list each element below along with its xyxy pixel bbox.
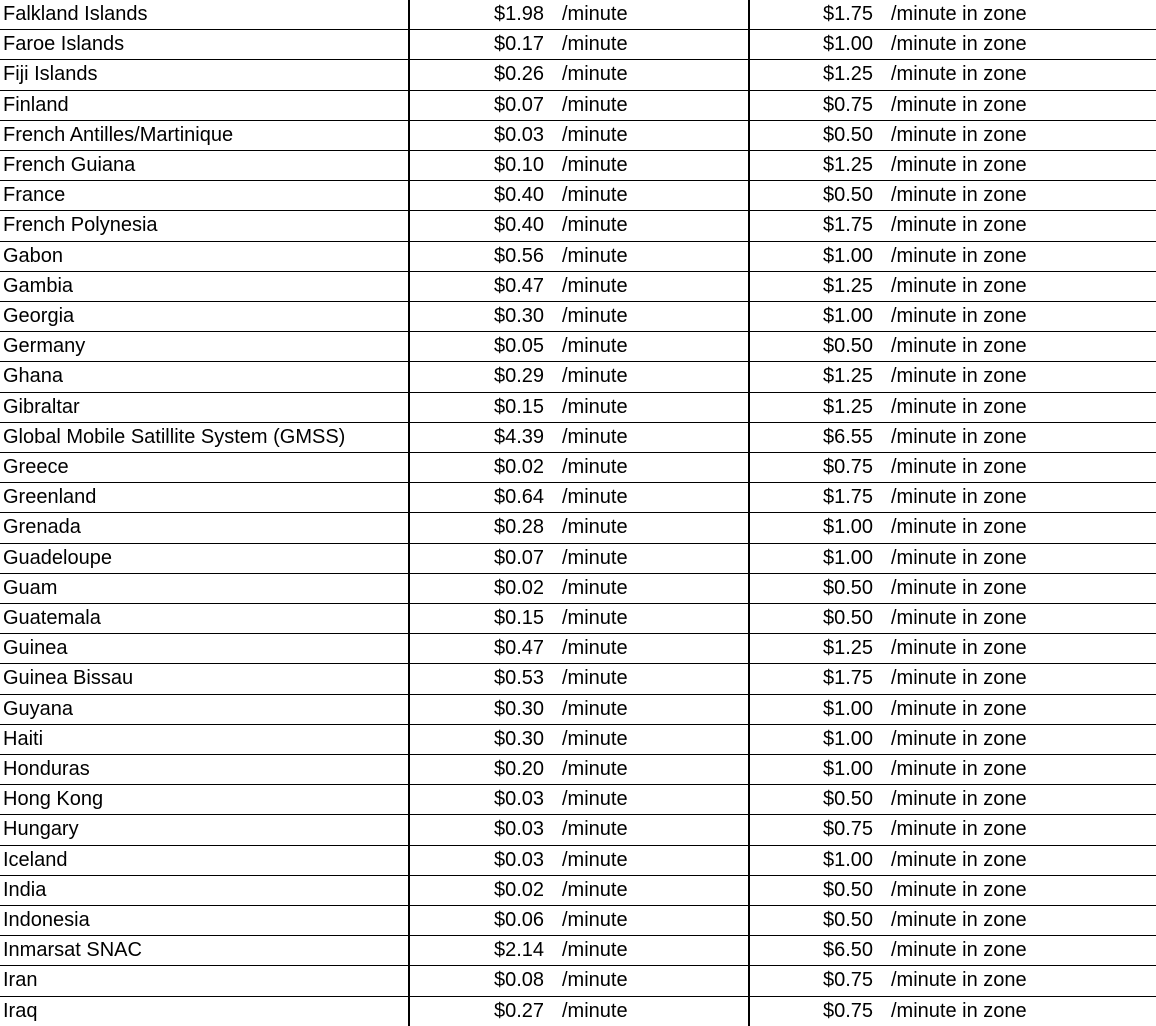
table-row — [0, 634, 1156, 664]
zone-unit-cell: /minute in zone — [891, 214, 1027, 237]
zone-rate-cell: $1.00 — [823, 727, 874, 750]
table-row — [0, 695, 1156, 725]
zone-unit-cell: /minute in zone — [891, 33, 1027, 56]
country-cell: Guinea Bissau — [3, 667, 134, 690]
zone-rate-cell: $0.75 — [823, 969, 874, 992]
rate-cell: $0.53 — [494, 667, 545, 690]
table-row — [0, 544, 1156, 574]
country-cell: Gibraltar — [3, 395, 80, 418]
rate-unit-cell: /minute — [562, 184, 628, 207]
zone-unit-cell: /minute in zone — [891, 123, 1027, 146]
rate-unit-cell: /minute — [562, 154, 628, 176]
rate-cell: $0.28 — [494, 516, 545, 539]
zone-rate-cell: $0.50 — [823, 335, 874, 358]
zone-unit-cell: /minute in zone — [891, 818, 1027, 841]
rate-unit-cell: /minute — [562, 3, 628, 25]
zone-rate-cell: $1.00 — [823, 758, 874, 780]
country-cell: Fiji Islands — [3, 63, 98, 86]
zone-unit-cell: /minute in zone — [891, 546, 1027, 569]
country-cell: Iran — [3, 969, 38, 992]
rate-unit-cell: /minute — [562, 939, 628, 962]
zone-unit-cell: /minute in zone — [891, 969, 1027, 992]
zone-rate-cell: $1.00 — [823, 697, 874, 720]
zone-rate-cell: $1.75 — [823, 214, 874, 237]
zone-unit-cell: /minute in zone — [891, 93, 1027, 116]
zone-rate-cell: $1.25 — [823, 154, 874, 176]
rate-cell: $0.17 — [494, 33, 545, 56]
rate-unit-cell: /minute — [562, 637, 628, 660]
rate-unit-cell: /minute — [562, 576, 628, 599]
rate-cell: $0.03 — [494, 848, 545, 871]
zone-rate-cell: $0.50 — [823, 909, 874, 931]
country-cell: French Guiana — [3, 154, 136, 176]
rate-cell: $0.02 — [494, 456, 545, 478]
table-row — [0, 815, 1156, 845]
zone-unit-cell: /minute in zone — [891, 274, 1027, 297]
rate-cell: $0.06 — [494, 909, 545, 931]
table-row — [0, 151, 1156, 181]
rate-unit-cell: /minute — [562, 365, 628, 388]
country-cell: Gabon — [3, 244, 64, 267]
table-row — [0, 272, 1156, 302]
country-cell: Georgia — [3, 305, 75, 327]
zone-rate-cell: $0.75 — [823, 93, 874, 116]
zone-rate-cell: $1.00 — [823, 305, 874, 327]
zone-unit-cell: /minute in zone — [891, 365, 1027, 388]
zone-rate-cell: $0.50 — [823, 878, 874, 901]
zone-unit-cell: /minute in zone — [891, 939, 1027, 962]
zone-rate-cell: $0.50 — [823, 123, 874, 146]
rate-unit-cell: /minute — [562, 878, 628, 901]
zone-unit-cell: /minute in zone — [891, 667, 1027, 690]
rate-cell: $0.30 — [494, 727, 545, 750]
country-cell: Indonesia — [3, 909, 90, 931]
rate-cell: $2.14 — [494, 939, 545, 962]
rate-cell: $0.64 — [494, 486, 545, 509]
zone-rate-cell: $1.25 — [823, 395, 874, 418]
zone-rate-cell: $1.25 — [823, 365, 874, 388]
rate-unit-cell: /minute — [562, 727, 628, 750]
rate-cell: $0.07 — [494, 546, 545, 569]
rate-unit-cell: /minute — [562, 546, 628, 569]
table-row — [0, 0, 1156, 30]
country-cell: Finland — [3, 93, 69, 116]
table-row — [0, 393, 1156, 423]
rate-unit-cell: /minute — [562, 486, 628, 509]
country-cell: Falkland Islands — [3, 3, 148, 25]
country-cell: Iraq — [3, 999, 38, 1022]
zone-rate-cell: $0.50 — [823, 576, 874, 599]
zone-unit-cell: /minute in zone — [891, 154, 1027, 176]
country-cell: Global Mobile Satillite System (GMSS) — [3, 425, 346, 448]
rate-unit-cell: /minute — [562, 456, 628, 478]
zone-unit-cell: /minute in zone — [891, 878, 1027, 901]
rate-unit-cell: /minute — [562, 788, 628, 811]
zone-unit-cell: /minute in zone — [891, 63, 1027, 86]
table-row — [0, 513, 1156, 543]
zone-rate-cell: $6.55 — [823, 425, 874, 448]
table-row — [0, 91, 1156, 121]
country-cell: Inmarsat SNAC — [3, 939, 142, 962]
zone-unit-cell: /minute in zone — [891, 848, 1027, 871]
rate-unit-cell: /minute — [562, 697, 628, 720]
country-cell: Hong Kong — [3, 788, 104, 811]
country-cell: Greenland — [3, 486, 97, 509]
table-row — [0, 755, 1156, 785]
table-row — [0, 211, 1156, 241]
rate-cell: $0.47 — [494, 637, 545, 660]
zone-rate-cell: $0.50 — [823, 184, 874, 207]
zone-unit-cell: /minute in zone — [891, 516, 1027, 539]
rate-unit-cell: /minute — [562, 274, 628, 297]
zone-unit-cell: /minute in zone — [891, 637, 1027, 660]
rate-cell: $4.39 — [494, 425, 545, 448]
table-row — [0, 60, 1156, 90]
table-row — [0, 242, 1156, 272]
table-row — [0, 362, 1156, 392]
zone-unit-cell: /minute in zone — [891, 456, 1027, 478]
rate-unit-cell: /minute — [562, 425, 628, 448]
rate-cell: $0.08 — [494, 969, 545, 992]
rate-cell: $0.29 — [494, 365, 545, 388]
table-row — [0, 423, 1156, 453]
zone-unit-cell: /minute in zone — [891, 788, 1027, 811]
zone-rate-cell: $1.25 — [823, 63, 874, 86]
rate-unit-cell: /minute — [562, 999, 628, 1022]
zone-rate-cell: $1.00 — [823, 546, 874, 569]
country-cell: French Antilles/Martinique — [3, 123, 234, 146]
country-cell: Iceland — [3, 848, 68, 871]
rate-unit-cell: /minute — [562, 335, 628, 358]
rate-cell: $0.15 — [494, 607, 545, 629]
rate-cell: $0.40 — [494, 184, 545, 207]
table-row — [0, 121, 1156, 151]
table-row — [0, 785, 1156, 815]
rate-unit-cell: /minute — [562, 244, 628, 267]
zone-unit-cell: /minute in zone — [891, 727, 1027, 750]
table-row — [0, 483, 1156, 513]
zone-unit-cell: /minute in zone — [891, 486, 1027, 509]
zone-unit-cell: /minute in zone — [891, 425, 1027, 448]
zone-unit-cell: /minute in zone — [891, 3, 1027, 25]
zone-unit-cell: /minute in zone — [891, 335, 1027, 358]
zone-unit-cell: /minute in zone — [891, 395, 1027, 418]
rate-unit-cell: /minute — [562, 758, 628, 780]
zone-unit-cell: /minute in zone — [891, 184, 1027, 207]
rate-unit-cell: /minute — [562, 607, 628, 629]
country-cell: Guyana — [3, 697, 74, 720]
zone-rate-cell: $1.75 — [823, 667, 874, 690]
table-row — [0, 574, 1156, 604]
country-cell: Hungary — [3, 818, 79, 841]
country-cell: Haiti — [3, 727, 44, 750]
table-row — [0, 302, 1156, 332]
table-row — [0, 966, 1156, 996]
country-cell: French Polynesia — [3, 214, 158, 237]
zone-rate-cell: $1.25 — [823, 637, 874, 660]
country-cell: Faroe Islands — [3, 33, 125, 56]
rate-unit-cell: /minute — [562, 123, 628, 146]
country-cell: Ghana — [3, 365, 64, 388]
zone-rate-cell: $1.75 — [823, 486, 874, 509]
rate-unit-cell: /minute — [562, 818, 628, 841]
zone-rate-cell: $0.50 — [823, 788, 874, 811]
country-cell: Guinea — [3, 637, 68, 660]
zone-rate-cell: $0.50 — [823, 607, 874, 629]
rate-cell: $1.98 — [494, 3, 545, 25]
rate-cell: $0.10 — [494, 154, 545, 176]
table-row — [0, 846, 1156, 876]
zone-rate-cell: $1.25 — [823, 274, 874, 297]
rate-cell: $0.03 — [494, 123, 545, 146]
rate-cell: $0.26 — [494, 63, 545, 86]
table-row — [0, 453, 1156, 483]
zone-rate-cell: $1.00 — [823, 848, 874, 871]
country-cell: Guadeloupe — [3, 546, 112, 569]
rate-cell: $0.27 — [494, 999, 545, 1022]
table-row — [0, 876, 1156, 906]
table-row — [0, 906, 1156, 936]
table-row — [0, 725, 1156, 755]
rate-cell: $0.30 — [494, 305, 545, 327]
rate-cell: $0.03 — [494, 818, 545, 841]
rate-cell: $0.07 — [494, 93, 545, 116]
rate-unit-cell: /minute — [562, 395, 628, 418]
country-cell: Gambia — [3, 274, 74, 297]
table-row — [0, 332, 1156, 362]
table-row — [0, 664, 1156, 694]
zone-rate-cell: $1.00 — [823, 33, 874, 56]
zone-rate-cell: $1.75 — [823, 3, 874, 25]
rate-unit-cell: /minute — [562, 214, 628, 237]
country-cell: Germany — [3, 335, 86, 358]
zone-unit-cell: /minute in zone — [891, 999, 1027, 1022]
zone-rate-cell: $0.75 — [823, 999, 874, 1022]
zone-rate-cell: $1.00 — [823, 516, 874, 539]
table-row — [0, 604, 1156, 634]
rate-unit-cell: /minute — [562, 969, 628, 992]
table-row — [0, 30, 1156, 60]
rate-unit-cell: /minute — [562, 93, 628, 116]
zone-unit-cell: /minute in zone — [891, 244, 1027, 267]
rate-unit-cell: /minute — [562, 667, 628, 690]
zone-rate-cell: $6.50 — [823, 939, 874, 962]
rate-unit-cell: /minute — [562, 848, 628, 871]
rate-cell: $0.03 — [494, 788, 545, 811]
country-cell: Honduras — [3, 758, 90, 780]
rate-cell: $0.02 — [494, 576, 545, 599]
rate-cell: $0.15 — [494, 395, 545, 418]
rate-unit-cell: /minute — [562, 63, 628, 86]
rate-unit-cell: /minute — [562, 909, 628, 931]
zone-unit-cell: /minute in zone — [891, 576, 1027, 599]
zone-unit-cell: /minute in zone — [891, 758, 1027, 780]
rate-cell: $0.47 — [494, 274, 545, 297]
rate-unit-cell: /minute — [562, 516, 628, 539]
country-cell: Guatemala — [3, 607, 101, 629]
rate-cell: $0.40 — [494, 214, 545, 237]
zone-unit-cell: /minute in zone — [891, 909, 1027, 931]
zone-unit-cell: /minute in zone — [891, 305, 1027, 327]
rate-unit-cell: /minute — [562, 33, 628, 56]
zone-rate-cell: $0.75 — [823, 818, 874, 841]
rate-cell: $0.02 — [494, 878, 545, 901]
country-cell: Guam — [3, 576, 58, 599]
rate-cell: $0.05 — [494, 335, 545, 358]
country-cell: India — [3, 878, 47, 901]
table-row — [0, 181, 1156, 211]
country-cell: France — [3, 184, 66, 207]
zone-rate-cell: $0.75 — [823, 456, 874, 478]
rate-unit-cell: /minute — [562, 305, 628, 327]
zone-unit-cell: /minute in zone — [891, 607, 1027, 629]
rate-cell: $0.30 — [494, 697, 545, 720]
country-cell: Grenada — [3, 516, 81, 539]
table-row — [0, 997, 1156, 1026]
zone-unit-cell: /minute in zone — [891, 697, 1027, 720]
table-row — [0, 936, 1156, 966]
rate-cell: $0.20 — [494, 758, 545, 780]
zone-rate-cell: $1.00 — [823, 244, 874, 267]
country-cell: Greece — [3, 456, 69, 478]
rate-cell: $0.56 — [494, 244, 545, 267]
